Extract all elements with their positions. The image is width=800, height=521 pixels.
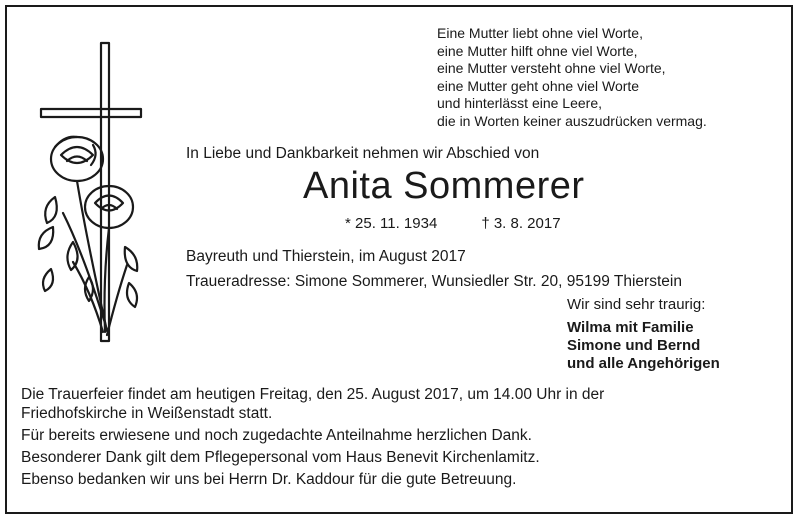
thanks-line: Besonderer Dank gilt dem Pflegepersonal vom Haus Benevit Kirchenlamitz. (21, 449, 540, 466)
poem-line: und hinterlässt eine Leere, (437, 95, 602, 112)
poem-line: eine Mutter hilft ohne viel Worte, (437, 42, 638, 59)
family-member: Wilma mit Familie (567, 319, 694, 336)
death-date: † 3. 8. 2017 (481, 215, 561, 232)
family-signatures (567, 319, 720, 373)
cross-with-roses-icon (33, 37, 143, 347)
obituary-notice (5, 5, 793, 514)
funeral-info-line: Die Trauerfeier findet am heutigen Freitag, den 25. August 2017, um 14.00 Uhr in der (21, 386, 605, 403)
notice-body (21, 385, 604, 489)
thanks-line: Für bereits erwiesene und noch zugedachte Anteilnahme herzlichen Dank. (21, 427, 532, 444)
poem-line: Eine Mutter liebt ohne viel Worte, (437, 25, 643, 41)
family-member: und alle Angehörigen (567, 355, 720, 372)
family-member: Simone und Bernd (567, 337, 701, 354)
mourning-address: Traueradresse: Simone Sommerer, Wunsiedler Str. 20, 95199 Thierstein (186, 273, 682, 290)
birth-date: * 25. 11. 1934 (345, 215, 438, 232)
poem-line: eine Mutter geht ohne viel Worte (437, 77, 640, 94)
farewell-intro: In Liebe und Dankbarkeit nehmen wir Abschied von (186, 145, 540, 162)
mourning-statement: Wir sind sehr traurig: (567, 296, 706, 313)
life-dates (345, 215, 561, 232)
poem-line: eine Mutter versteht ohne viel Worte, (437, 60, 666, 77)
poem-line: die in Worten keiner auszudrücken vermag. (437, 112, 707, 129)
deceased-name: Anita Sommerer (303, 165, 585, 207)
place-and-date: Bayreuth und Thierstein, im August 2017 (186, 248, 466, 265)
thanks-line: Ebenso bedanken wir uns bei Herrn Dr. Kaddour für die gute Betreuung. (21, 471, 517, 488)
funeral-info-line: Friedhofskirche in Weißenstadt statt. (21, 405, 273, 422)
memorial-poem (437, 25, 707, 131)
